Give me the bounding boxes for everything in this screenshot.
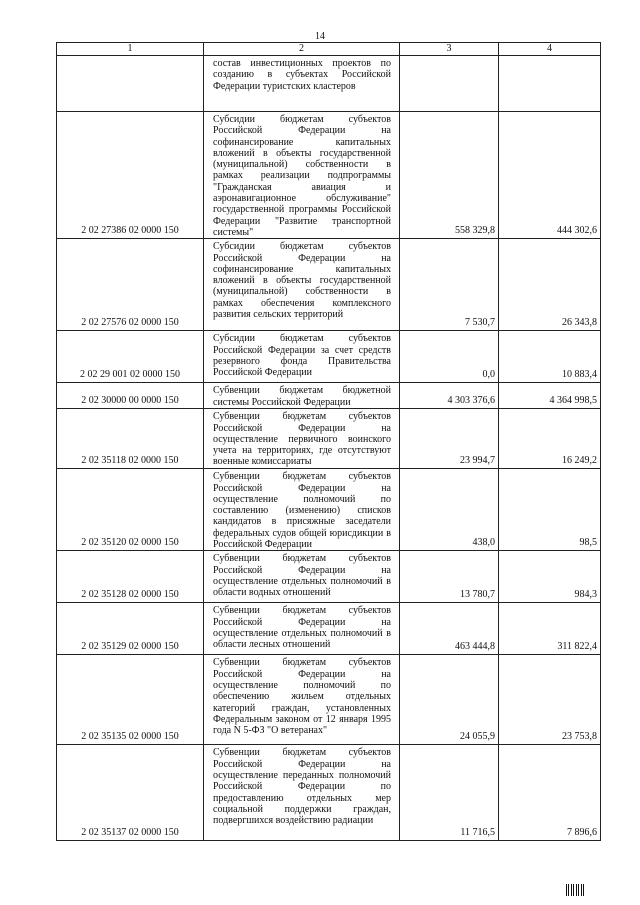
col-header-2: 2 [204,43,400,56]
table-row [57,56,601,112]
table-row [57,469,601,551]
row-value-3: 24 055,9 [400,655,499,745]
row-code: 2 02 27576 02 0000 150 [57,239,204,331]
table-row [57,112,601,239]
header-row [57,43,601,56]
row-code: 2 02 35135 02 0000 150 [57,655,204,745]
row-description: Субсидии бюджетам субъектов Российской Федерации на софинансирование капитальных вложений в объекты государственной (муниципальной) собственности в рамках обеспечения комплексного развития сельских территорий [204,239,400,331]
row-value-4: 4 364 998,5 [499,383,601,409]
row-description: Субвенции бюджетам субъектов Российской Федерации на осуществление полномочий по составлению (изменению) списков кандидатов в присяжные заседатели федеральных судов общей юрисдикции в Российской Федерации [204,469,400,551]
row-value-4: 984,3 [499,551,601,603]
row-value-4 [499,56,601,112]
row-description: Субсидии бюджетам субъектов Российской Федерации за счет средств резервного фонда Правительства Российской Федерации [204,331,400,383]
budget-table [56,42,601,841]
row-value-3: 463 444,8 [400,603,499,655]
row-code [57,56,204,112]
row-value-4: 7 896,6 [499,745,601,841]
row-description: Субвенции бюджетам субъектов Российской Федерации на осуществление первичного воинского учета на территориях, где отсутствуют военные комиссариаты [204,409,400,469]
table-row [57,655,601,745]
row-description: Субвенции бюджетам субъектов Российской Федерации на осуществление отдельных полномочий в области лесных отношений [204,603,400,655]
page-number: 14 [315,31,325,42]
row-value-4: 10 883,4 [499,331,601,383]
table-row [57,603,601,655]
row-code: 2 02 35128 02 0000 150 [57,551,204,603]
row-description: состав инвестиционных проектов по созданию в субъектах Российской Федерации туристских кластеров [204,56,400,112]
row-description: Субвенции бюджетам субъектов Российской Федерации на осуществление полномочий по обеспечению жильем отдельных категорий граждан, установленных Федеральным законом от 12 января 1995 года N 5-ФЗ "О ветеранах" [204,655,400,745]
table-row [57,383,601,409]
row-value-3 [400,56,499,112]
row-value-4: 23 753,8 [499,655,601,745]
row-value-3: 13 780,7 [400,551,499,603]
row-code: 2 02 29 001 02 0000 150 [57,331,204,383]
barcode-mark [566,884,584,896]
row-description: Субвенции бюджетам бюджетной системы Российской Федерации [204,383,400,409]
row-code: 2 02 35137 02 0000 150 [57,745,204,841]
table-row [57,239,601,331]
row-value-4: 98,5 [499,469,601,551]
col-header-4: 4 [499,43,601,56]
row-code: 2 02 35129 02 0000 150 [57,603,204,655]
row-value-4: 16 249,2 [499,409,601,469]
row-value-3: 11 716,5 [400,745,499,841]
row-value-3: 7 530,7 [400,239,499,331]
col-header-3: 3 [400,43,499,56]
table-row [57,331,601,383]
row-value-3: 0,0 [400,331,499,383]
row-value-4: 26 343,8 [499,239,601,331]
table-row [57,551,601,603]
col-header-1: 1 [57,43,204,56]
row-code: 2 02 35120 02 0000 150 [57,469,204,551]
row-code: 2 02 30000 00 0000 150 [57,383,204,409]
row-value-3: 4 303 376,6 [400,383,499,409]
row-value-3: 558 329,8 [400,112,499,239]
row-description: Субвенции бюджетам субъектов Российской Федерации на осуществление переданных полномочий Российской Федерации по предоставлению отдельных мер социальной поддержки граждан, подвергшихся воздействию радиации [204,745,400,841]
table-row [57,745,601,841]
table-row [57,409,601,469]
row-value-4: 444 302,6 [499,112,601,239]
row-description: Субвенции бюджетам субъектов Российской Федерации на осуществление отдельных полномочий в области водных отношений [204,551,400,603]
row-description: Субсидии бюджетам субъектов Российской Федерации на софинансирование капитальных вложений в объекты государственной (муниципальной) собственности в рамках реализации подпрограммы "Гражданская авиация и аэронавигационное обслуживание" государственной программы Российской Федерации "Развитие транспортной системы" [204,112,400,239]
row-value-4: 311 822,4 [499,603,601,655]
row-value-3: 23 994,7 [400,409,499,469]
row-code: 2 02 35118 02 0000 150 [57,409,204,469]
row-code: 2 02 27386 02 0000 150 [57,112,204,239]
row-value-3: 438,0 [400,469,499,551]
